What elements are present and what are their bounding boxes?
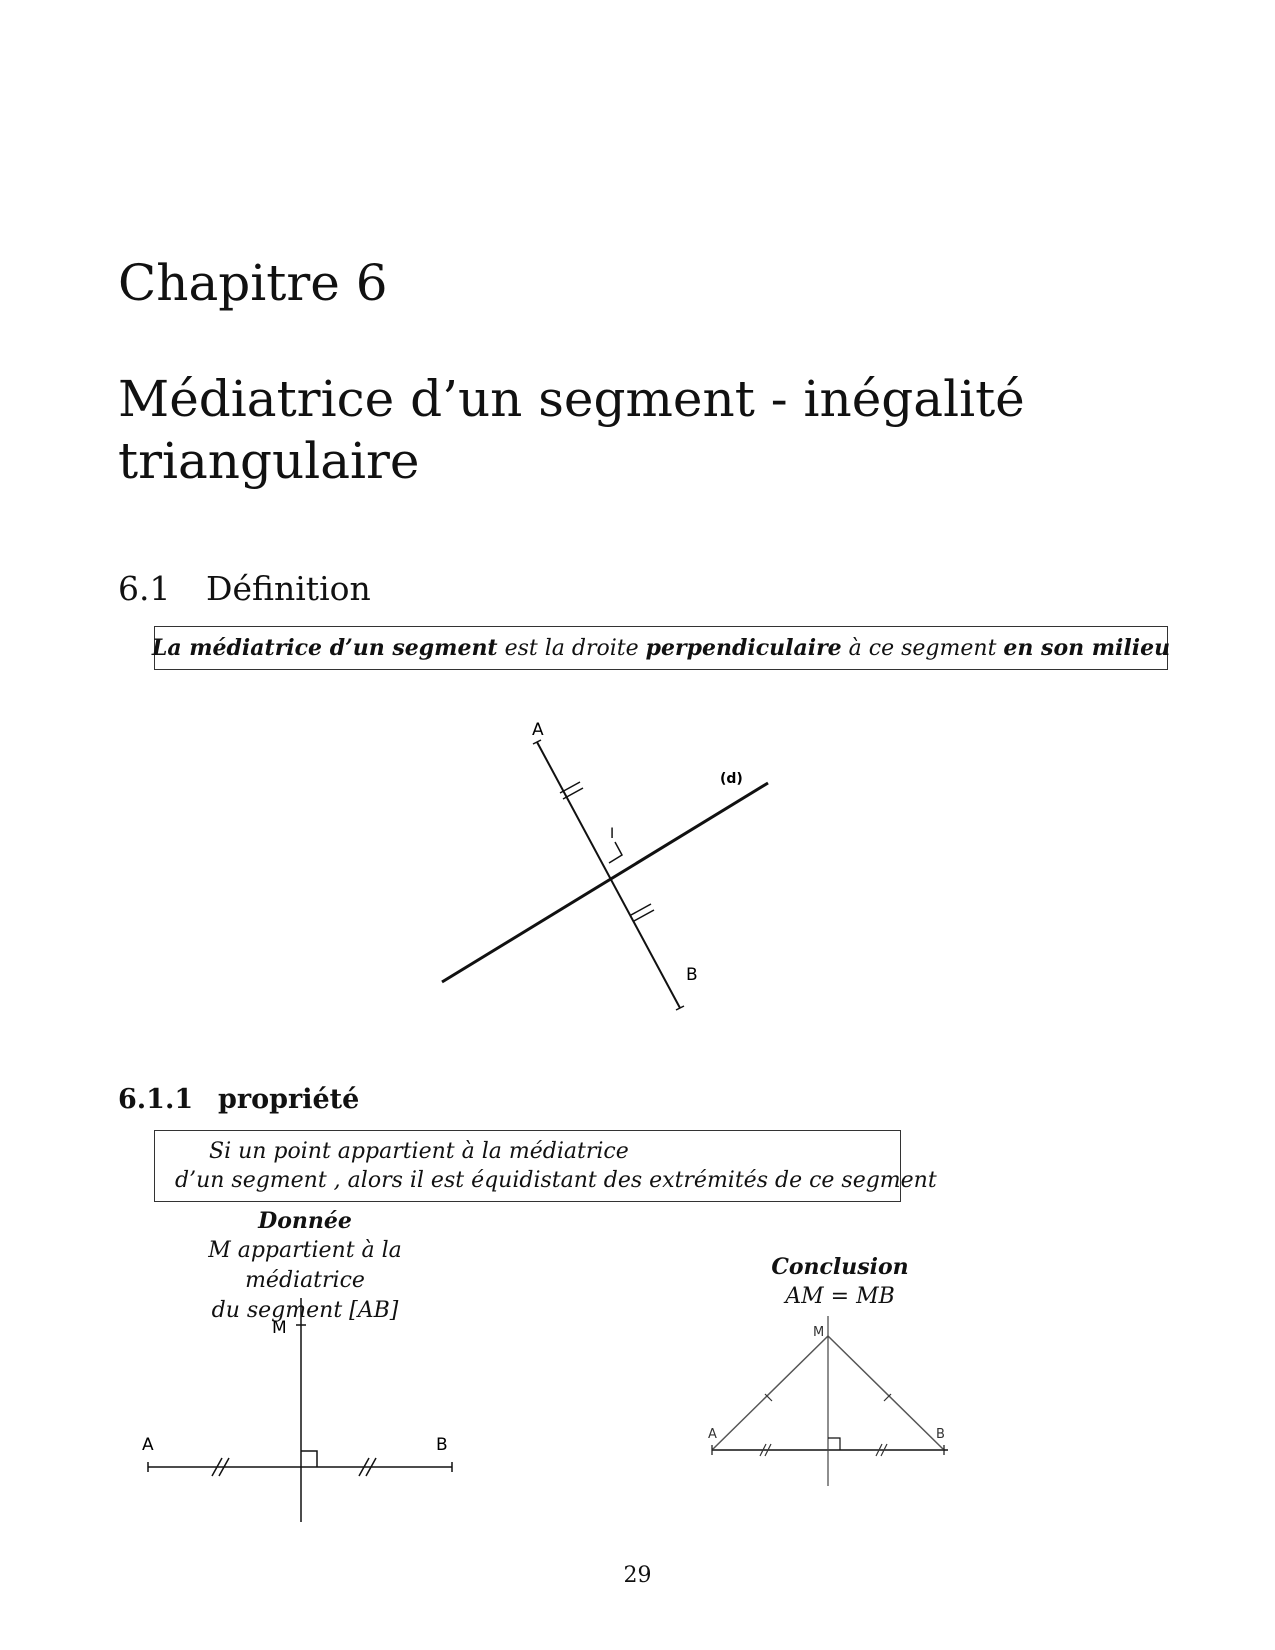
property-line-2: d’un segment , alors il est équidistant des extrémités de ce segment	[175, 1168, 937, 1193]
definition-text-1: est la droite	[497, 636, 646, 661]
given-line-1: M appartient à la médiatrice	[208, 1238, 402, 1293]
point-m-label: M	[813, 1325, 825, 1340]
equal-mark-lower	[631, 904, 654, 921]
property-line-1: Si un point appartient à la médiatrice	[209, 1139, 629, 1164]
definition-term: La médiatrice d’un segment	[151, 635, 498, 661]
equal-mark-upper	[560, 782, 583, 799]
point-a-label: A	[142, 1435, 154, 1455]
point-a-label: A	[708, 1427, 717, 1442]
point-i-label: I	[610, 826, 615, 842]
bisector-figure	[440, 720, 800, 1020]
conclusion-heading: Conclusion	[771, 1254, 909, 1280]
point-b-label: B	[686, 965, 698, 985]
given-figure	[140, 1290, 470, 1530]
point-b-label: B	[436, 1435, 448, 1455]
point-a-label: A	[532, 720, 544, 740]
section-number: 6.1	[118, 569, 171, 608]
subsection-heading	[118, 1086, 359, 1113]
line-d-label: (d)	[720, 771, 743, 787]
section-heading	[118, 569, 371, 608]
conclusion-block	[740, 1252, 940, 1312]
segment-ab	[537, 742, 680, 1008]
subsection-number: 6.1.1	[118, 1084, 194, 1115]
chapter-title: Médiatrice d’un segment - inégalité triangulaire	[118, 370, 1025, 490]
subsection-title: propriété	[218, 1084, 360, 1115]
definition-text-2: à ce segment	[841, 636, 1004, 661]
chapter-heading: Chapitre 6	[118, 254, 388, 312]
point-b-label: B	[936, 1427, 945, 1442]
segment-mb	[828, 1336, 944, 1450]
line-d	[442, 783, 768, 982]
page-number: 29	[623, 1563, 652, 1588]
segment-am	[712, 1336, 828, 1450]
right-angle-mark	[828, 1438, 840, 1450]
conclusion-text: AM = MB	[785, 1284, 895, 1309]
right-angle-mark	[609, 842, 622, 863]
point-m-label: M	[272, 1318, 287, 1338]
conclusion-figure	[700, 1314, 960, 1490]
definition-midpoint: en son milieu	[1003, 635, 1171, 661]
given-line-2: du segment [AB]	[211, 1298, 399, 1323]
property-box	[154, 1130, 937, 1202]
section-title: Définition	[206, 569, 371, 608]
definition-box	[151, 626, 1171, 670]
given-heading: Donnée	[258, 1208, 352, 1234]
right-angle-mark	[301, 1451, 317, 1467]
definition-perpendicular: perpendiculaire	[645, 635, 842, 661]
